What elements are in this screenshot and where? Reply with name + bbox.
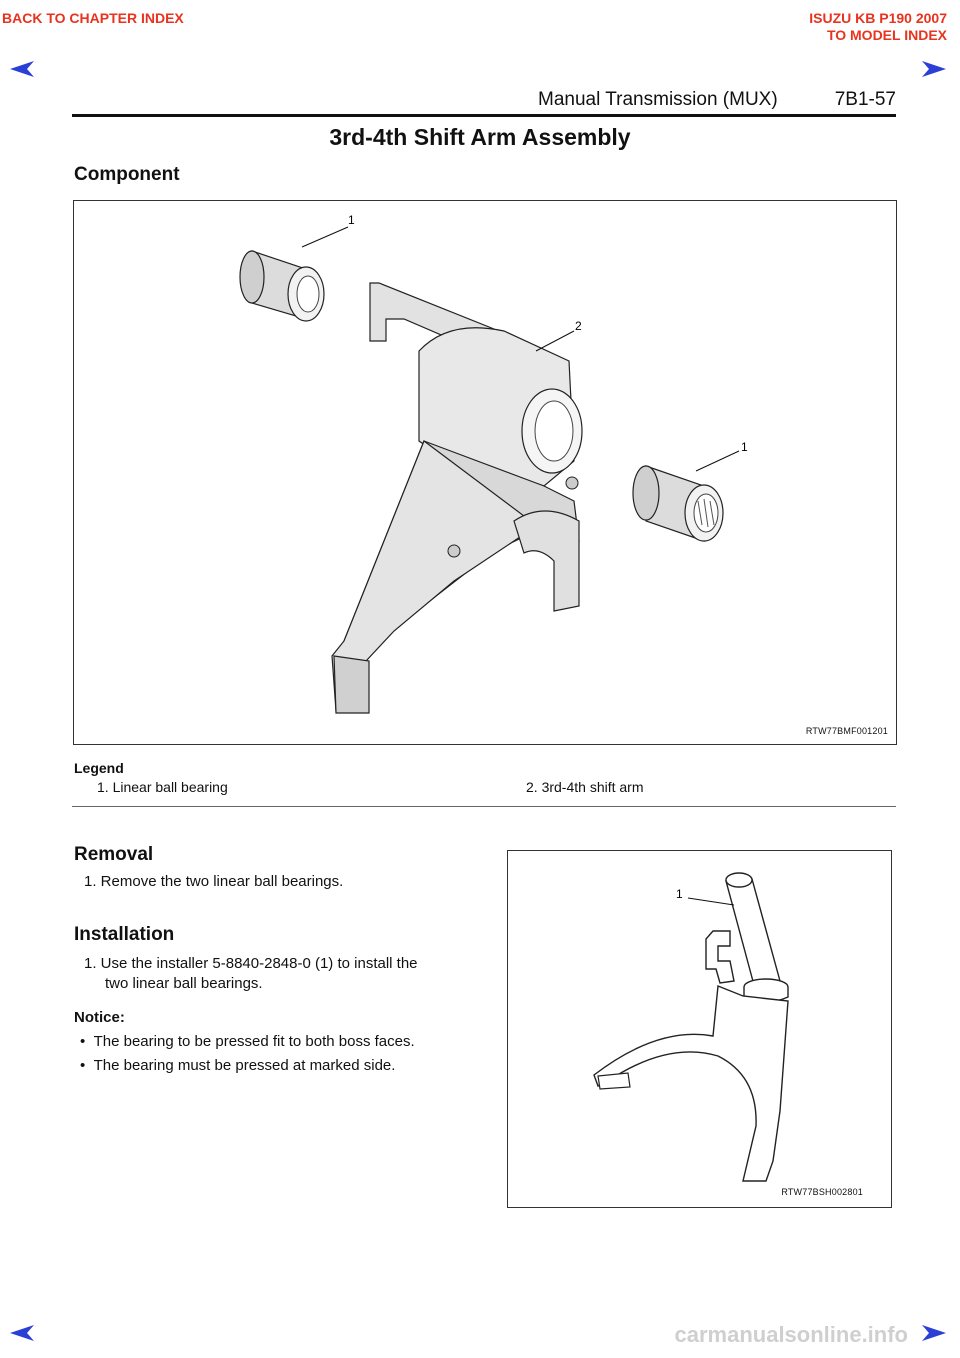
watermark-text: carmanualsonline.info — [674, 1322, 908, 1347]
installer-illustration — [508, 851, 891, 1207]
callout-2: 2 — [575, 319, 582, 333]
installer-figure-code: RTW77BSH002801 — [781, 1187, 863, 1197]
legend-item-2: 2. 3rd-4th shift arm — [526, 779, 644, 795]
bullet-icon: • — [80, 1033, 86, 1050]
installation-step-1-line-1: 1. Use the installer 5-8840-2848-0 (1) to install the — [84, 955, 418, 972]
previous-page-arrow-icon[interactable] — [8, 60, 36, 78]
linear-ball-bearing-right — [633, 466, 723, 541]
to-model-index-label: TO MODEL INDEX — [826, 27, 947, 43]
legend-label: Legend — [74, 760, 124, 776]
removal-step-1: 1. Remove the two linear ball bearings. — [84, 873, 344, 890]
installer-tool — [726, 873, 788, 1002]
bullet-icon: • — [80, 1057, 86, 1074]
callout-1-right: 1 — [741, 440, 748, 454]
notice-bullet-2-text: The bearing must be pressed at marked side. — [93, 1057, 396, 1074]
header-rule — [72, 114, 896, 117]
callout-1-top: 1 — [348, 213, 355, 227]
notice-bullet-1 — [80, 1032, 415, 1052]
linear-ball-bearing-left — [240, 251, 324, 321]
installation-step-1-line-2: two linear ball bearings. — [105, 975, 263, 992]
next-page-arrow-bottom-icon[interactable] — [920, 1324, 948, 1342]
model-title: ISUZU KB P190 2007 — [809, 10, 947, 26]
callout-1-installer: 1 — [676, 887, 683, 901]
component-heading: Component — [74, 164, 180, 185]
notice-bullet-1-text: The bearing to be pressed fit to both boss faces. — [93, 1033, 415, 1050]
model-index-link[interactable] — [809, 10, 947, 44]
legend-item-1: 1. Linear ball bearing — [97, 779, 228, 795]
notice-label: Notice: — [74, 1009, 125, 1026]
page-number: 7B1-57 — [834, 89, 896, 110]
legend-rule — [72, 806, 896, 807]
notice-bullet-2 — [80, 1056, 395, 1076]
removal-heading: Removal — [74, 844, 154, 865]
component-figure — [73, 200, 897, 745]
next-page-arrow-icon[interactable] — [920, 60, 948, 78]
installer-figure — [507, 850, 892, 1208]
component-figure-code: RTW77BMF001201 — [805, 726, 888, 736]
section-title: Manual Transmission (MUX) — [538, 89, 778, 110]
shift-arm-body — [332, 283, 582, 713]
page-title: 3rd-4th Shift Arm Assembly — [329, 124, 631, 150]
back-to-chapter-index-link[interactable]: BACK TO CHAPTER INDEX — [2, 10, 184, 26]
shift-arm-exploded-illustration — [74, 201, 896, 744]
previous-page-arrow-bottom-icon[interactable] — [8, 1324, 36, 1342]
installation-heading: Installation — [74, 924, 175, 945]
